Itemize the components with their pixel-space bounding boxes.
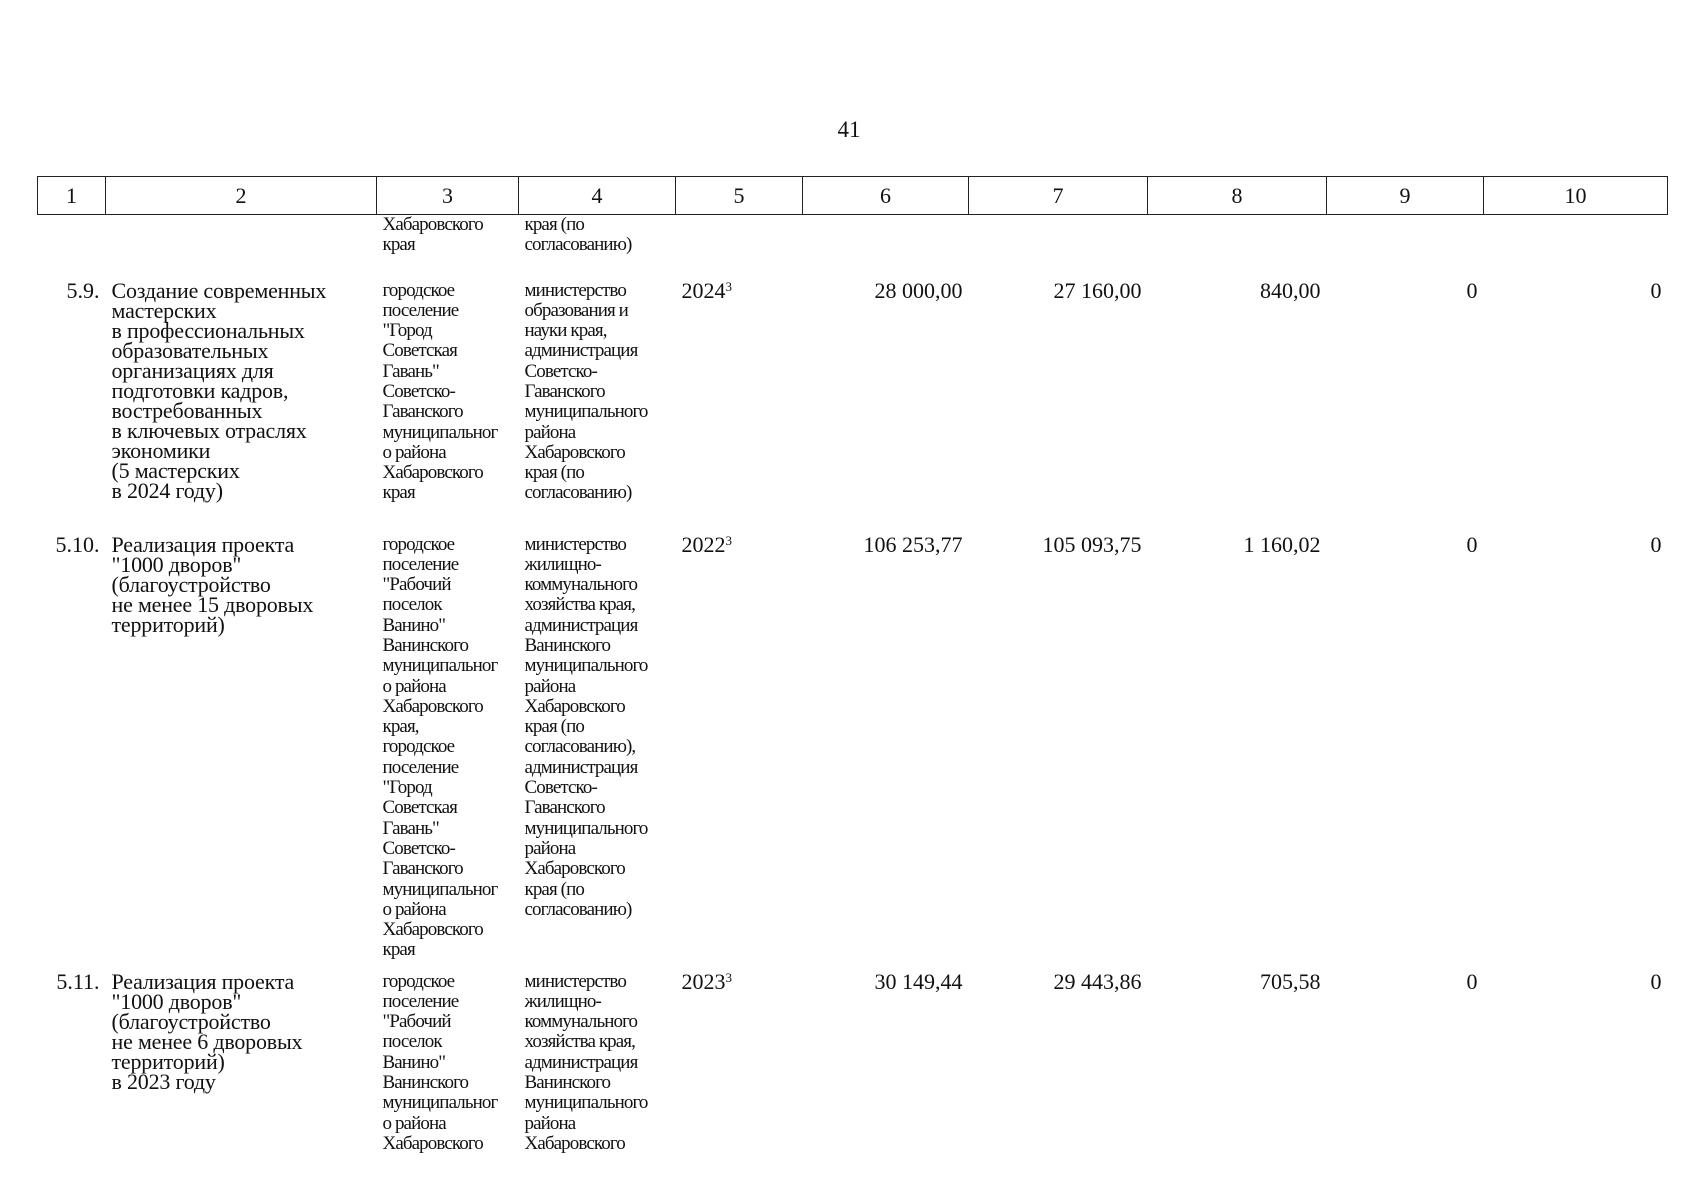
column-number-10: 10 xyxy=(1484,177,1668,215)
regional-amount: 840,00 xyxy=(1260,277,1321,303)
other-amount: 0 xyxy=(1650,968,1662,994)
total-amount: 30 149,44 xyxy=(874,968,963,994)
measure-name: Создание современных мастерских в профессиональных образовательных организациях для подготовки кадров, востребованных в ключевых отраслях экономики (5 мастерских в 2024 году) xyxy=(111,277,327,503)
federal-amount: 27 160,00 xyxy=(1053,277,1142,303)
other-amount: 0 xyxy=(1650,277,1662,303)
table-row xyxy=(38,257,1668,533)
territory: городское поселение "Город Советская Гавань" Советско- Гаванского муниципальног о района Хабаровского края xyxy=(382,279,498,504)
table-row xyxy=(38,966,1668,1155)
implementation-year: 2022$^3$ xyxy=(681,531,732,557)
footnote-mark: 3 xyxy=(725,969,732,985)
local-amount: 0 xyxy=(1466,277,1478,303)
page-number: 41 xyxy=(837,117,861,142)
column-number-1: 1 xyxy=(38,177,106,215)
implementation-year: 2023$^3$ xyxy=(681,968,732,994)
total-amount: 106 253,77 xyxy=(863,531,963,557)
executor: министерство жилищно- коммунального хозяйства края, администрация Ванинского муниципального района Хабаровского xyxy=(524,970,648,1154)
row-number: 5.10. xyxy=(55,531,100,557)
federal-amount: 29 443,86 xyxy=(1053,968,1142,994)
other-amount: 0 xyxy=(1650,531,1662,557)
column-number-2: 2 xyxy=(106,177,377,215)
row-number: 5.9. xyxy=(66,277,100,303)
column-number-7: 7 xyxy=(969,177,1148,215)
executor: министерство жилищно- коммунального хозяйства края, администрация Ванинского муниципального района Хабаровского края (по согласованию), администрация Советско- Гаванского муниципального района Хабаровского края (по согласованию) xyxy=(524,533,648,920)
executor: министерство образования и науки края, администрация Советско- Гаванского муниципального района Хабаровского края (по согласованию) xyxy=(524,279,648,504)
table-row xyxy=(38,533,1668,966)
row-number: 5.11. xyxy=(56,968,100,994)
measure-name: Реализация проекта "1000 дворов" (благоустройство не менее 6 дворовых территорий) в 2023 году xyxy=(111,968,303,1094)
column-number-6: 6 xyxy=(803,177,969,215)
footnote-mark: 3 xyxy=(725,278,732,294)
total-amount: 28 000,00 xyxy=(874,277,963,303)
measure-name: Реализация проекта "1000 дворов" (благоустройство не менее 15 дворовых территорий) xyxy=(111,531,314,637)
footnote-mark: 3 xyxy=(725,532,732,548)
regional-amount: 705,58 xyxy=(1260,968,1321,994)
local-amount: 0 xyxy=(1466,968,1478,994)
column-number-4: 4 xyxy=(519,177,676,215)
continuation-territory: Хабаровского края xyxy=(382,214,483,256)
regional-amount: 1 160,02 xyxy=(1243,531,1321,557)
territory: городское поселение "Рабочий поселок Ванино" Ванинского муниципальног о района Хабаровского xyxy=(382,970,498,1154)
column-number-8: 8 xyxy=(1148,177,1327,215)
column-number-3: 3 xyxy=(377,177,519,215)
column-number-header-row xyxy=(38,177,1668,215)
column-number-9: 9 xyxy=(1327,177,1484,215)
territory: городское поселение "Рабочий поселок Ванино" Ванинского муниципальног о района Хабаровского края, городское поселение "Город Советская Гавань" Советско- Гаванского муниципальног о района Хабаровского края xyxy=(382,533,498,961)
continuation-row xyxy=(38,215,1668,257)
local-amount: 0 xyxy=(1466,531,1478,557)
federal-amount: 105 093,75 xyxy=(1042,531,1142,557)
column-number-5: 5 xyxy=(676,177,803,215)
continuation-executor: края (по согласованию) xyxy=(524,214,632,256)
implementation-year: 2024$^3$ xyxy=(681,277,732,303)
program-table xyxy=(37,176,1668,1154)
